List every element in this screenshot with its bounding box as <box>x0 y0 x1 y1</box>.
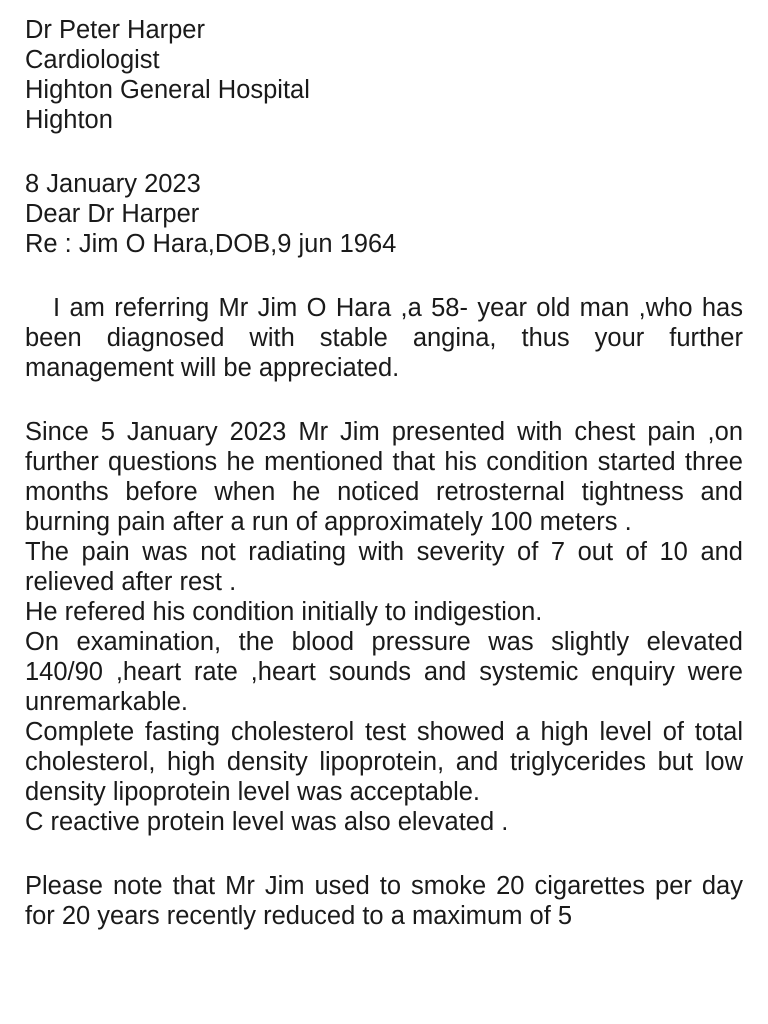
salutation: Dear Dr Harper <box>25 200 200 228</box>
letter-page <box>25 15 743 931</box>
letter-date: 8 January 2023 <box>25 170 201 198</box>
recipient-address <box>25 15 743 135</box>
recipient-hospital: Highton General Hospital <box>25 76 310 104</box>
crp-paragraph: C reactive protein level was also elevated . <box>25 808 509 836</box>
re-line: Re : Jim O Hara,DOB,9 jun 1964 <box>25 230 397 258</box>
cholesterol-paragraph: Complete fasting cholesterol test showed a high level of total cholesterol, high density lipoprotein, and triglycerides but low density lipoprotein level was acceptable. <box>25 718 743 806</box>
history-paragraph: Since 5 January 2023 Mr Jim presented with chest pain ,on further questions he mentioned that his condition started three months before when he noticed retrosternal tightness and burning pain after a run of approximately 100 meters . <box>25 418 743 536</box>
recipient-name: Dr Peter Harper <box>25 16 205 44</box>
clinical-details <box>25 417 743 837</box>
letter-header <box>25 169 743 259</box>
smoking-paragraph: Please note that Mr Jim used to smoke 20 cigarettes per day for 20 years recently reduced to a maximum of 5 <box>25 872 743 930</box>
intro-paragraph: I am referring Mr Jim O Hara ,a 58- year old man ,who has been diagnosed with stable angina, thus your further management will be appreciated. <box>25 294 743 382</box>
recipient-town: Highton <box>25 106 113 134</box>
pain-paragraph: The pain was not radiating with severity of 7 out of 10 and relieved after rest . <box>25 538 743 596</box>
indigestion-paragraph: He refered his condition initially to indigestion. <box>25 598 543 626</box>
recipient-title: Cardiologist <box>25 46 160 74</box>
examination-paragraph: On examination, the blood pressure was slightly elevated 140/90 ,heart rate ,heart sounds and systemic enquiry were unremarkable. <box>25 628 743 716</box>
